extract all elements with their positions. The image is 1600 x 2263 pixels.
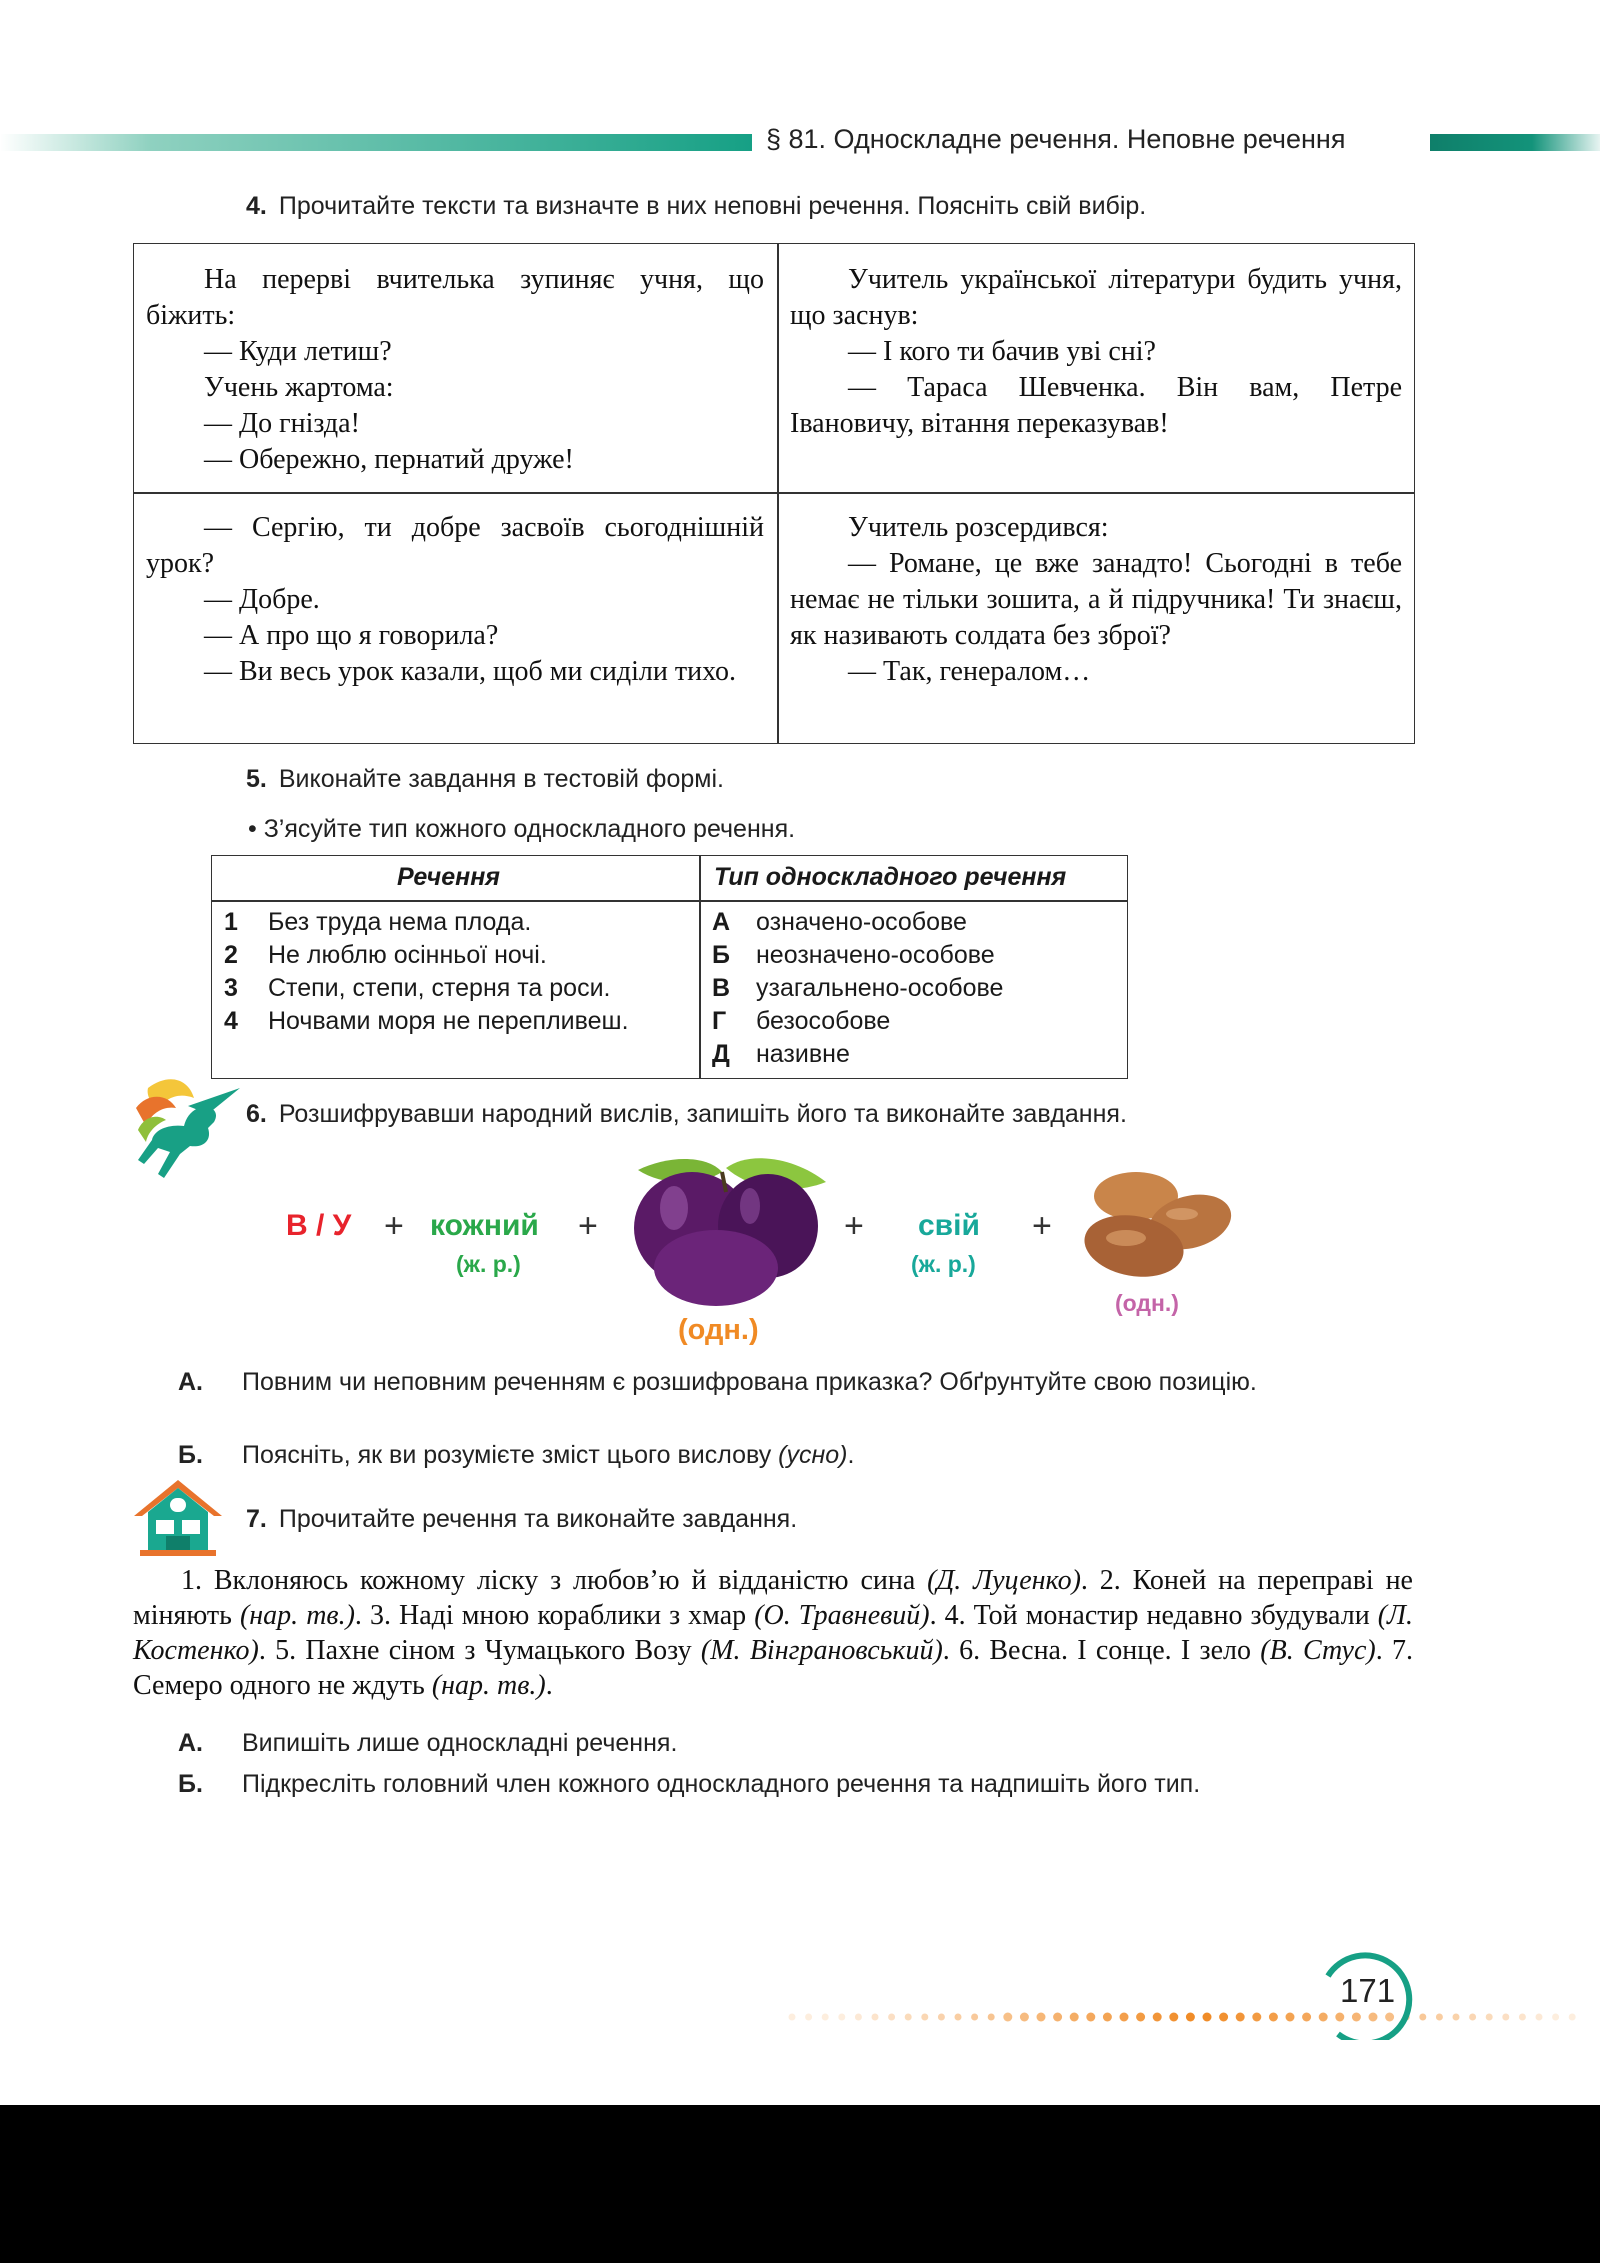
decor-dot: [805, 2014, 812, 2021]
rebus-note: (ж. р.): [911, 1251, 976, 1277]
house-icon: [130, 1476, 226, 1560]
decor-dot: [1569, 2014, 1576, 2021]
decor-dot: [1153, 2013, 1162, 2022]
type-row: Б неозначено-особове: [712, 941, 995, 969]
subtask-key: Б.: [178, 1770, 203, 1798]
decor-dot: [1086, 2013, 1095, 2022]
decor-dot: [1486, 2014, 1493, 2021]
decor-dot: [1352, 2013, 1361, 2022]
column-header: Тип односкладного речення: [714, 863, 1067, 891]
decor-dot: [1453, 2014, 1460, 2021]
task-text: Розшифрувавши народний вислів, запишіть його та виконайте завдання.: [278, 1100, 1127, 1128]
subtask-text: Підкресліть головний член кожного односкладного речення та надпишіть його тип.: [242, 1770, 1201, 1798]
divider: [134, 492, 1414, 494]
sentence-row: 3 Степи, степи, стерня та роси.: [224, 974, 611, 1002]
page-number-decoration: [780, 1940, 1600, 2040]
decor-dot: [1552, 2014, 1559, 2021]
subtask-key: А.: [178, 1729, 203, 1757]
source: (О. Травневий): [754, 1600, 930, 1631]
rebus-note: (одн.): [678, 1314, 759, 1346]
decor-dot: [955, 2014, 962, 2021]
decor-dot: [1369, 2013, 1378, 2022]
decor-dot: [1037, 2013, 1046, 2022]
type-row: В узагальнено-особове: [712, 974, 1004, 1002]
decor-dot: [971, 2014, 978, 2021]
dialog-line: На перерві вчителька зупиняє учня, що біжить:: [146, 264, 764, 331]
decor-dot: [888, 2014, 895, 2021]
task-text: Прочитайте речення та виконайте завдання.: [278, 1505, 798, 1533]
decor-dot: [1219, 2013, 1228, 2022]
rebus-preposition: В / У: [286, 1209, 352, 1242]
decor-dot: [1203, 2013, 1212, 2022]
task-7-subtask-b: [178, 1768, 1312, 1801]
plus-sign: +: [1032, 1207, 1052, 1245]
decor-dot: [1419, 2014, 1426, 2021]
decor-dot: [1070, 2013, 1079, 2022]
source: (Л. Костенко): [133, 1600, 1414, 1666]
task-number: 7.: [246, 1505, 267, 1533]
task-5-bullet: • З’ясуйте тип кожного односкладного речення.: [248, 815, 796, 843]
decor-dot: [789, 2014, 796, 2021]
divider: [777, 244, 779, 743]
source: (нар. тв.): [239, 1600, 355, 1631]
decor-dot: [1302, 2013, 1311, 2022]
decor-dot: [855, 2014, 862, 2021]
decor-dot: [938, 2014, 945, 2021]
dialog-line: — Обережно, пернатий друже!: [204, 444, 574, 475]
type-row: А означено-особове: [712, 908, 967, 936]
task-number: 5.: [246, 765, 267, 793]
rebus-word-1: кожний: [430, 1209, 539, 1242]
dialog-cell: [790, 262, 1402, 442]
dialog-line: — Ви весь урок казали, щоб ми сиділи тихо.: [204, 656, 736, 687]
dialog-cell: [146, 510, 764, 690]
task-4-heading: [246, 192, 1146, 221]
dialog-line: — До гнізда!: [204, 408, 360, 439]
decor-dot: [905, 2014, 912, 2021]
subtask-key: Б.: [178, 1441, 203, 1469]
dialog-line: — Так, генералом…: [848, 656, 1091, 687]
dialog-cell: [790, 510, 1402, 690]
task-6-subtask-a: [178, 1366, 1362, 1399]
task-6-heading: [246, 1100, 1127, 1129]
source: (Д. Луценко): [927, 1565, 1081, 1596]
dialog-line: Учитель української літератури будить учня, що заснув:: [790, 264, 1402, 331]
subtask-text: Повним чи неповним реченням є розшифрована приказка? Обґрунтуйте свою позицію.: [242, 1368, 1257, 1396]
task-7-sentences: 1. Вклоняюсь кожному ліску з любов’ю й відданістю сина (Д. Луценко). 2. Коней на переправі не міняють (нар. тв.). 3. Наді мною кораблики з хмар (О. Травневий). 4. Той монастир недавно збудували (Л. Костенко). 5. Пахне сіном з Чумацького Возу (М. Вінграновський). 6. Весна. І сонце. І зело (В. Стус). 7. Семеро одного не ждуть (нар. тв.).: [133, 1565, 1414, 1701]
decor-dot: [1319, 2013, 1328, 2022]
section-title: § 81. Односкладне речення. Неповне речення: [766, 124, 1346, 154]
column-header: Речення: [397, 863, 501, 891]
decor-dot: [1269, 2013, 1278, 2022]
task-7-heading: [246, 1505, 797, 1534]
decor-dot: [872, 2014, 879, 2021]
rebus-note: (ж. р.): [456, 1251, 521, 1277]
decor-dot: [1286, 2013, 1295, 2022]
subtask-note: (усно): [778, 1441, 848, 1469]
dialog-line: — Тараса Шевченка. Він вам, Петре Івановичу, вітання переказував!: [790, 372, 1402, 439]
dialog-line: — Сергію, ти добре засвоїв сьогоднішній урок?: [146, 512, 764, 579]
subtask-text: Випишіть лише односкладні речення.: [242, 1729, 678, 1757]
dialog-line: — Добре.: [204, 584, 320, 615]
dialog-line: — Романе, це вже занадто! Сьогодні в тебе немає не тільки зошита, а й підручника! Ти знаєш, як називають солдата без зброї?: [790, 548, 1402, 651]
decor-dot: [1502, 2014, 1509, 2021]
source: (В. Стус): [1260, 1635, 1376, 1666]
header-bar-left: [0, 134, 752, 151]
decor-dot: [822, 2014, 829, 2021]
plum-image: [626, 1152, 832, 1308]
type-row: Г безособове: [712, 1007, 891, 1035]
task-number: 6.: [246, 1100, 267, 1128]
task-6-subtask-b: Б. Поясніть, як ви розумієте зміст цього вислову (усно).: [178, 1439, 1382, 1472]
dialog-line: — Куди летиш?: [204, 336, 392, 367]
dot-row: [789, 2013, 1576, 2022]
decor-dot: [1136, 2013, 1145, 2022]
plus-sign: +: [384, 1207, 404, 1245]
decor-dot: [921, 2014, 928, 2021]
plus-sign: +: [578, 1207, 598, 1245]
decor-dot: [838, 2014, 845, 2021]
task-text: Прочитайте тексти та визначте в них неповні речення. Поясніть свій вибір.: [278, 192, 1147, 220]
decor-dot: [1252, 2013, 1261, 2022]
decor-dot: [1519, 2014, 1526, 2021]
subtask-text: Поясніть, як ви розумієте зміст цього вислову: [242, 1441, 772, 1469]
divider: [212, 900, 1127, 902]
decor-dot: [1120, 2013, 1129, 2022]
decor-dot: [988, 2014, 995, 2021]
sentence-row: 4 Ночвами моря не перепливеш.: [224, 1007, 629, 1035]
dialogs-table: [133, 243, 1415, 744]
dialog-line: Учитель розсердився:: [848, 512, 1109, 543]
decor-dot: [1469, 2014, 1476, 2021]
dialog-line: Учень жартома:: [204, 372, 394, 403]
source: (М. Вінграновський): [700, 1635, 943, 1666]
decor-dot: [1020, 2013, 1029, 2022]
subtask-key: А.: [178, 1368, 203, 1396]
decor-dot: [1186, 2013, 1195, 2022]
dialog-line: — І кого ти бачив уві сні?: [848, 336, 1156, 367]
page-number: 171: [1340, 1972, 1396, 2009]
decor-dot: [1169, 2013, 1178, 2022]
decor-dot: [1385, 2013, 1394, 2022]
sentence-row: 2 Не люблю осінньої ночі.: [224, 941, 547, 969]
decor-dot: [1003, 2013, 1012, 2022]
decor-dot: [1335, 2013, 1344, 2022]
task-text: Виконайте завдання в тестовій формі.: [278, 765, 724, 793]
dialog-line: — А про що я говорила?: [204, 620, 499, 651]
rebus-note: (одн.): [1115, 1290, 1179, 1316]
decor-dot: [1103, 2013, 1112, 2022]
task-number: 4.: [246, 192, 267, 220]
type-row: Д називне: [712, 1040, 850, 1068]
task-7-subtask-a: [178, 1727, 1382, 1760]
decor-dot: [1053, 2013, 1062, 2022]
sentence-row: 1 Без труда нема плода.: [224, 908, 532, 936]
decor-dot: [1536, 2014, 1543, 2021]
decor-dot: [1236, 2013, 1245, 2022]
task-5-heading: [246, 765, 724, 794]
header-bar-right: [1430, 134, 1600, 151]
source: (нар. тв.): [431, 1670, 546, 1701]
rebus-word-2: свій: [918, 1209, 980, 1242]
divider: [699, 856, 701, 1078]
plus-sign: +: [844, 1207, 864, 1245]
dialog-cell: [146, 262, 764, 478]
unicorn-icon: [128, 1068, 248, 1188]
decor-dot: [1436, 2014, 1443, 2021]
nuts-image: [1072, 1168, 1236, 1286]
test-table: [211, 855, 1128, 1079]
